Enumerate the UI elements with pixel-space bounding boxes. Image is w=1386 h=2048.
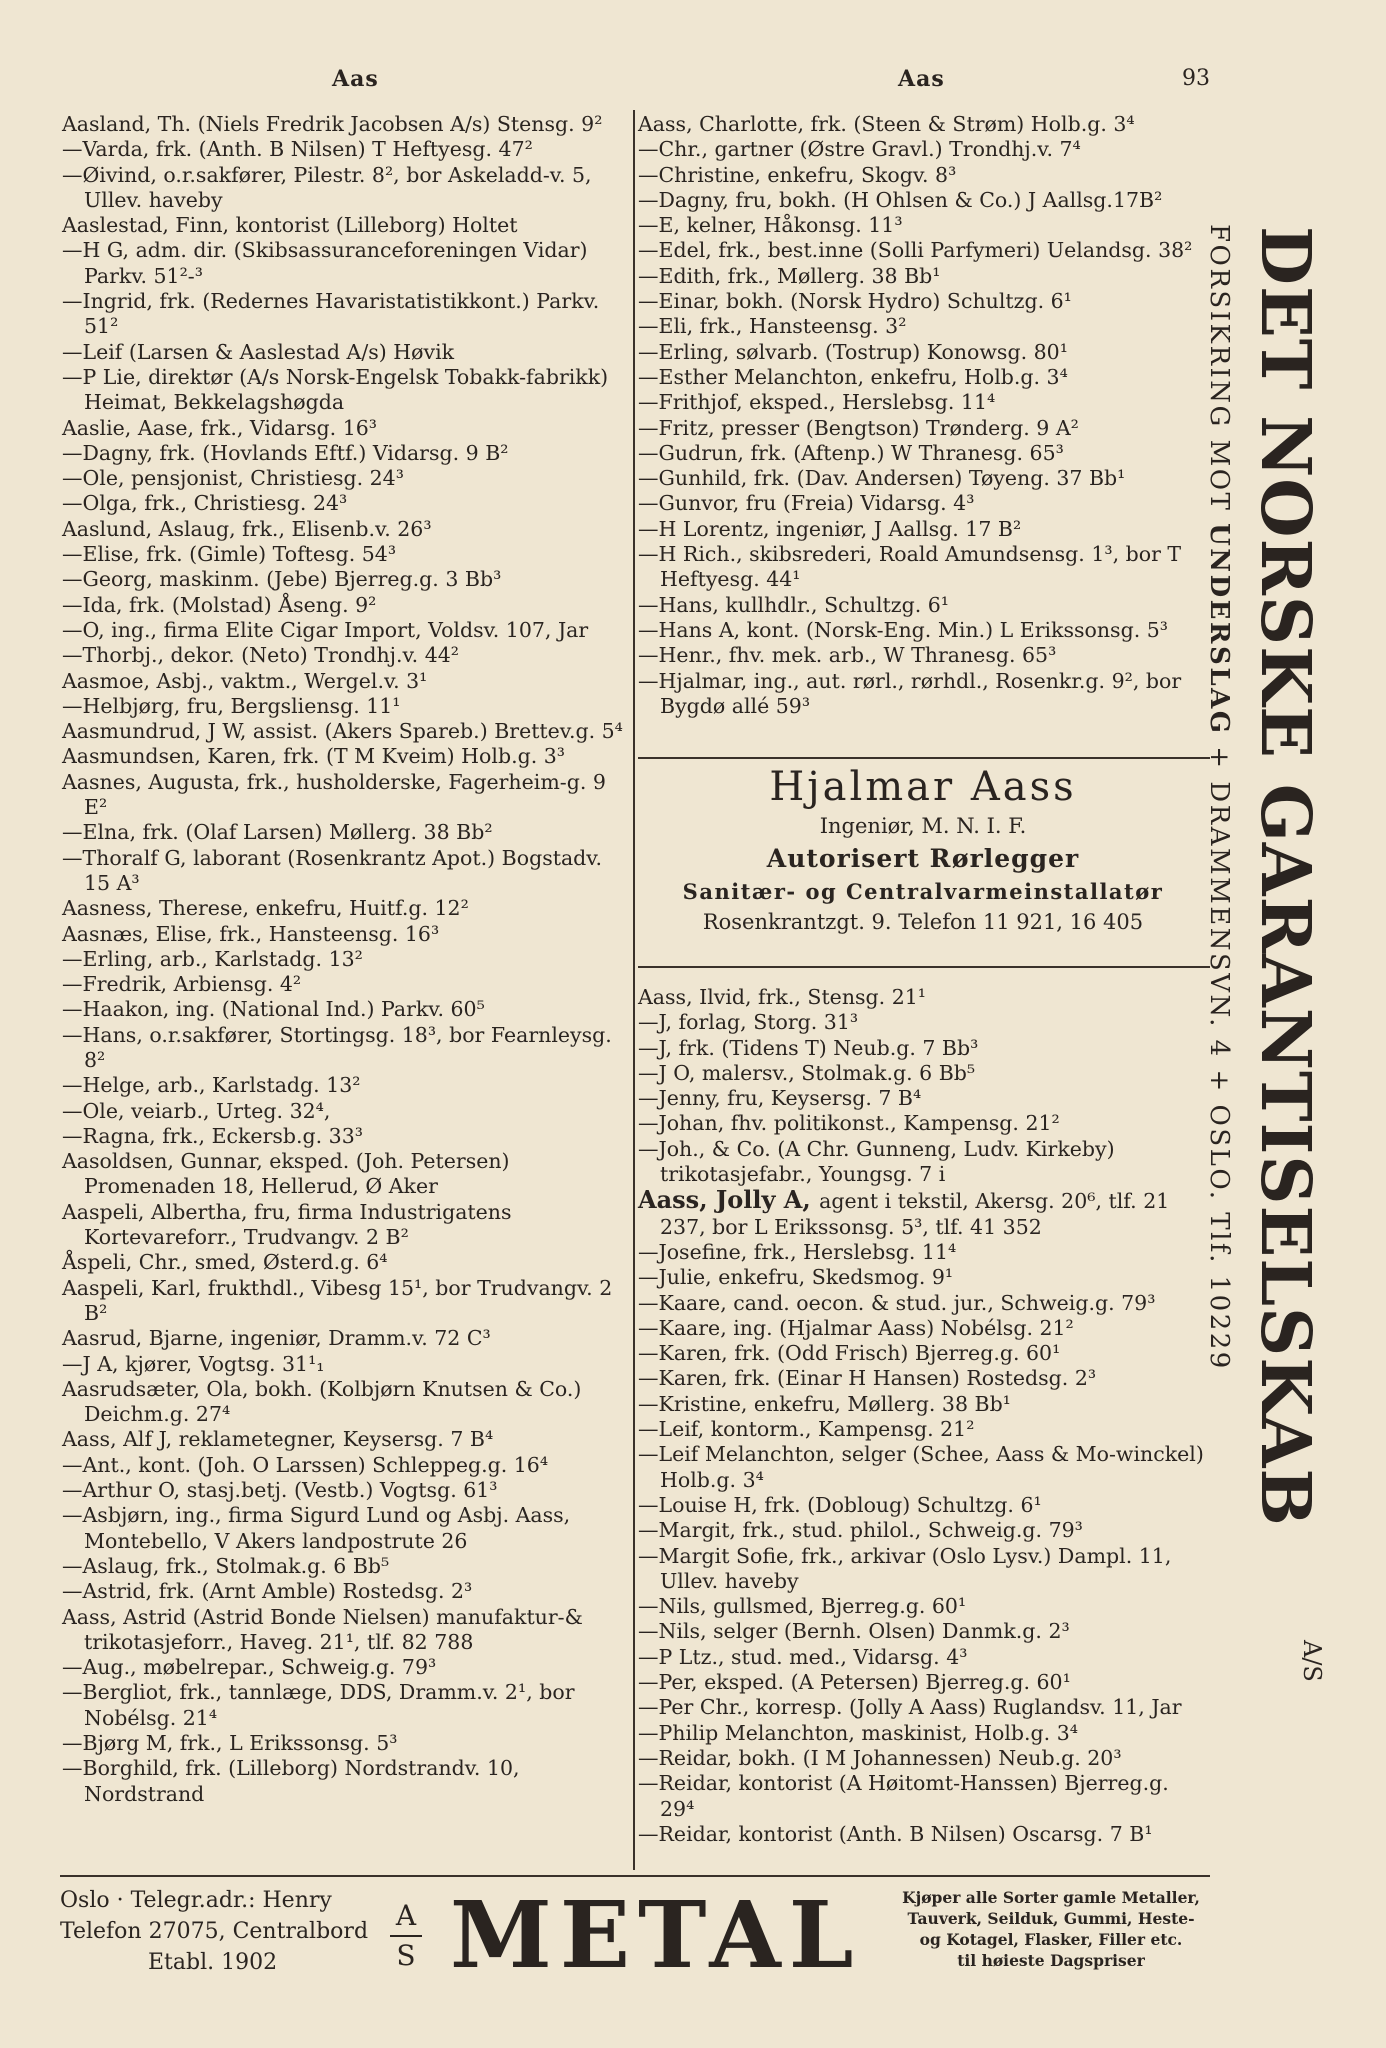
- banner-as: A/S: [1298, 1640, 1326, 1682]
- directory-entry: —Chr., gartner (Østre Gravl.) Trondhj.v. 7⁴: [638, 137, 1081, 162]
- directory-entry: —Gunhild, frk. (Dav. Andersen) Tøyeng. 37 Bb¹: [638, 466, 1126, 491]
- banner-tagline-prefix: FORSIKRING MOT: [1204, 224, 1234, 524]
- banner-company-name: DET NORSKE GARANTISELSKAB: [1245, 226, 1325, 1527]
- directory-entry: Aasness, Therese, enkefru, Huitf.g. 12²: [62, 896, 469, 921]
- banner-tagline-bold: UNDERSLAG: [1204, 523, 1234, 736]
- directory-entry: Aasnæs, Elise, frk., Hansteensg. 16³: [62, 921, 440, 946]
- right-column-top: [638, 112, 1208, 719]
- metal-contact-line3: Etabl. 1902: [148, 1950, 278, 1975]
- directory-entry: —Hans, o.r.sakfører, Stortingsg. 18³, bor Fearnleysg. 8²: [62, 1022, 612, 1072]
- directory-entry: —Asbjørn, ing., firma Sigurd Lund og Asbj. Aass, Montebello, V Akers landpostrute 26: [62, 1503, 571, 1553]
- directory-entry: —Hjalmar, ing., aut. rørl., rørhdl., Rosenkr.g. 9², bor Bygdø allé 59³: [638, 668, 1182, 718]
- directory-entry: —J, frk. (Tidens T) Neub.g. 7 Bb³: [638, 1035, 979, 1060]
- directory-entry: —Edith, frk., Møllerg. 38 Bb¹: [638, 263, 941, 288]
- banner-tagline-suffix: + DRAMMENSVN. 4 + OSLO. Tlf. 10229: [1204, 735, 1234, 1371]
- metal-contact-line1: Oslo · Telegr.adr.: Henry: [60, 1888, 332, 1913]
- metal-as-mark: [390, 1897, 422, 1975]
- metal-contact: [60, 1885, 368, 1978]
- directory-entry: —Frithjof, eksped., Herslebsg. 11⁴: [638, 390, 996, 415]
- directory-entry: —Philip Melanchton, maskinist, Holb.g. 3⁴: [638, 1720, 1078, 1745]
- column-divider: [633, 110, 635, 1870]
- directory-entry: Aaspeli, Albertha, fru, firma Industrigatens Kortevareforr., Trudvangv. 2 B²: [62, 1199, 512, 1250]
- directory-entry: —Esther Melanchton, enkefru, Holb.g. 3⁴: [638, 364, 1068, 389]
- directory-entry: —Ragna, frk., Eckersb.g. 33³: [62, 1123, 363, 1148]
- ad-services: Sanitær- og Centralvarmeinstallatør: [682, 879, 1164, 904]
- ad-bottom-rule: [638, 966, 1210, 968]
- directory-entry: Aasoldsen, Gunnar, eksped. (Joh. Petersen) Promenaden 18, Hellerud, Ø Aker: [62, 1149, 510, 1199]
- directory-entry: —Margit Sofie, frk., arkivar (Oslo Lysv.) Dampl. 11, Ullev. haveby: [638, 1543, 1172, 1593]
- directory-entry: —Hans A, kont. (Norsk-Eng. Min.) L Erikssonsg. 5³: [638, 617, 1168, 642]
- directory-entry: Aass, Astrid (Astrid Bonde Nielsen) manufaktur-& trikotasjeforr., Haveg. 21¹, tlf. 82 788: [62, 1604, 583, 1654]
- directory-entry: —Per, eksped. (A Petersen) Bjerreg.g. 60¹: [638, 1670, 1071, 1695]
- directory-entry: —Margit, frk., stud. philol., Schweig.g. 79³: [638, 1518, 1083, 1543]
- directory-entry: Aasmundrud, J W, assist. (Akers Spareb.) Brettev.g. 5⁴: [62, 719, 623, 744]
- directory-entry: Åspeli, Chr., smed, Østerd.g. 6⁴: [62, 1250, 388, 1275]
- metal-services: [886, 1887, 1216, 1971]
- entry-detail: agent i tekstil, Akersg. 20⁶, tlf. 21 237, bor L Erikssonsg. 5³, tlf. 41 352: [660, 1189, 1170, 1239]
- directory-entry: —J A, kjører, Vogtsg. 31¹₁: [62, 1351, 325, 1376]
- directory-entry: Aass, Ilvid, frk., Stensg. 21¹: [638, 985, 927, 1009]
- directory-entry: —Julie, enkefru, Skedsmog. 9¹: [638, 1265, 954, 1290]
- directory-entry: Aass, Charlotte, frk. (Steen & Strøm) Holb.g. 3⁴: [638, 112, 1135, 136]
- directory-entry: —Haakon, ing. (National Ind.) Parkv. 60⁵: [62, 997, 485, 1022]
- directory-entry: —Ant., kont. (Joh. O Larssen) Schleppeg.g. 16⁴: [62, 1452, 549, 1477]
- directory-entry: —Aslaug, frk., Stolmak.g. 6 Bb⁵: [62, 1553, 390, 1578]
- directory-entry: —Reidar, kontorist (A Høitomt-Hanssen) Bjerreg.g. 29⁴: [638, 1771, 1169, 1821]
- directory-entry: —Karen, frk. (Einar H Hansen) Rostedsg. 2³: [638, 1366, 1097, 1391]
- directory-entry: —Aug., møbelrepar., Schweig.g. 79³: [62, 1655, 437, 1680]
- directory-entry: —Nils, gullsmed, Bjerreg.g. 60¹: [638, 1594, 967, 1619]
- directory-entry: Aasland, Th. (Niels Fredrik Jacobsen A/s) Stensg. 9²: [62, 112, 603, 136]
- directory-entry: —Erling, sølvarb. (Tostrup) Konowsg. 80¹: [638, 339, 1068, 364]
- directory-entry: —Reidar, kontorist (Anth. B Nilsen) Oscarsg. 7 B¹: [638, 1821, 1153, 1846]
- directory-entry: —Fritz, presser (Bengtson) Trønderg. 9 A²: [638, 415, 1079, 440]
- directory-entry: —Eli, frk., Hansteensg. 3²: [638, 314, 907, 339]
- directory-entry: —Leif Melanchton, selger (Schee, Aass & Mo-winckel) Holb.g. 3⁴: [638, 1442, 1204, 1492]
- directory-entry: Aasmundsen, Karen, frk. (T M Kveim) Holb.g. 3³: [62, 744, 566, 769]
- directory-entry: —Georg, maskinm. (Jebe) Bjerreg.g. 3 Bb³: [62, 567, 502, 592]
- metal-wordmark: METAL: [450, 1881, 862, 1989]
- directory-entry: —Helge, arb., Karlstadg. 13²: [62, 1073, 361, 1098]
- metal-services-line4: til høieste Dagspriser: [957, 1951, 1145, 1970]
- directory-entry: —Karen, frk. (Odd Frisch) Bjerreg.g. 60¹: [638, 1341, 1061, 1366]
- directory-entry: —Henr., fhv. mek. arb., W Thranesg. 65³: [638, 643, 1057, 668]
- directory-entry: Aass, Alf J, reklametegner, Keysersg. 7 B⁴: [62, 1427, 494, 1452]
- running-head-center: Aas: [898, 66, 945, 92]
- directory-entry: —Borghild, frk. (Lilleborg) Nordstrandv. 10, Nordstrand: [62, 1756, 520, 1806]
- directory-entry: —Josefine, frk., Herslebsg. 11⁴: [638, 1239, 957, 1264]
- hjalmar-aass-advert: [638, 760, 1208, 964]
- directory-entry: —J O, malersv., Stolmak.g. 6 Bb⁵: [638, 1060, 976, 1085]
- metal-services-line1: Kjøper alle Sorter gamle Metaller,: [902, 1888, 1200, 1907]
- directory-entry: —Einar, bokh. (Norsk Hydro) Schultzg. 6¹: [638, 289, 1072, 314]
- directory-entry: —Gunvor, fru (Freia) Vidarsg. 4³: [638, 491, 975, 516]
- directory-entry: —Thorbj., dekor. (Neto) Trondhj.v. 44²: [62, 643, 460, 668]
- metal-as-top: A: [395, 1899, 417, 1932]
- directory-entry: —Øivind, o.r.sakfører, Pilestr. 8², bor Askeladd-v. 5, Ullev. haveby: [62, 162, 592, 212]
- directory-entry: Aasmoe, Asbj., vaktm., Wergel.v. 3¹: [62, 668, 428, 693]
- directory-entry: —Johan, fhv. politikonst., Kampensg. 21²: [638, 1111, 1060, 1136]
- directory-entry: —Kaare, cand. oecon. & stud. jur., Schweig.g. 79³: [638, 1290, 1156, 1315]
- directory-entry: —Elise, frk. (Gimle) Toftesg. 54³: [62, 542, 397, 567]
- left-column: [62, 112, 630, 1807]
- metal-as-bottom: S: [396, 1939, 416, 1972]
- directory-entry: —E, kelner, Håkonsg. 11³: [638, 213, 903, 238]
- directory-entry: —P Lie, direktør (A/s Norsk-Engelsk Tobakk-fabrikk) Heimat, Bekkelagshøgda: [62, 364, 609, 415]
- directory-entry: —Louise H, frk. (Dobloug) Schultzg. 6¹: [638, 1492, 1042, 1517]
- directory-entry: —Bergliot, frk., tannlæge, DDS, Dramm.v. 2¹, bor Nobélsg. 21⁴: [62, 1680, 575, 1730]
- ad-address: Rosenkrantzgt. 9. Telefon 11 921, 16 405: [702, 910, 1144, 934]
- footer-rule: [60, 1875, 1210, 1877]
- directory-entry: —Varda, frk. (Anth. B Nilsen) T Heftyesg. 47²: [62, 137, 533, 162]
- ad-trade: Autorisert Rørlegger: [766, 844, 1080, 873]
- directory-entry: —Ingrid, frk. (Redernes Havaristatistikkont.) Parkv. 51²: [62, 289, 600, 339]
- directory-entry: —Gudrun, frk. (Aftenp.) W Thranesg. 65³: [638, 440, 1064, 465]
- directory-entry: —Arthur O, stasj.betj. (Vestb.) Vogtsg. 61³: [62, 1478, 498, 1503]
- directory-entry: [638, 1187, 1208, 1240]
- directory-entry: Aaslund, Aslaug, frk., Elisenb.v. 26³: [62, 516, 432, 541]
- directory-entry: Aasnes, Augusta, frk., husholderske, Fagerheim-g. 9 E²: [62, 769, 606, 820]
- directory-entry: Aaslie, Aase, frk., Vidarsg. 16³: [62, 415, 378, 440]
- directory-entry: —Elna, frk. (Olaf Larsen) Møllerg. 38 Bb²: [62, 820, 493, 845]
- directory-entry: —Leif, kontorm., Kampensg. 21²: [638, 1417, 975, 1442]
- directory-entry: —H G, adm. dir. (Skibsassuranceforeningen Vidar) Parkv. 51²-³: [62, 238, 588, 288]
- directory-entry: —Ole, veiarb., Urteg. 32⁴,: [62, 1098, 331, 1123]
- directory-entry: —P Ltz., stud. med., Vidarsg. 4³: [638, 1644, 968, 1669]
- directory-entry: —Reidar, bokh. (I M Johannessen) Neub.g. 20³: [638, 1745, 1122, 1770]
- directory-entry: —Kristine, enkefru, Møllerg. 38 Bb¹: [638, 1391, 1011, 1416]
- directory-entry: —Joh., & Co. (A Chr. Gunneng, Ludv. Kirkeby) trikotasjefabr., Youngsg. 7 i: [638, 1136, 1115, 1187]
- directory-entry: —H Rich., skibsrederi, Roald Amundsensg. 1³, bor T Heftyesg. 44¹: [638, 542, 1182, 592]
- directory-entry: —J, forlag, Storg. 31³: [638, 1010, 859, 1035]
- directory-entry: —Per Chr., korresp. (Jolly A Aass) Ruglandsv. 11, Jar: [638, 1695, 1182, 1720]
- directory-entry: —Helbjørg, fru, Bergsliensg. 11¹: [62, 693, 401, 718]
- directory-entry: —Ole, pensjonist, Christiesg. 24³: [62, 466, 404, 491]
- directory-entry: —Ida, frk. (Molstad) Åseng. 9²: [62, 592, 377, 617]
- directory-entry: —Kaare, ing. (Hjalmar Aass) Nobélsg. 21²: [638, 1315, 1074, 1340]
- directory-entry: —Jenny, fru, Keysersg. 7 B⁴: [638, 1086, 922, 1111]
- directory-entry: —Astrid, frk. (Arnt Amble) Rostedsg. 2³: [62, 1579, 473, 1604]
- page-number: 93: [1182, 66, 1210, 91]
- directory-entry: —Bjørg M, frk., L Erikssonsg. 5³: [62, 1731, 398, 1755]
- directory-entry: Aaspeli, Karl, frukthdl., Vibesg 15¹, bor Trudvangv. 2 B²: [62, 1275, 613, 1325]
- metal-contact-line2: Telefon 27075, Centralbord: [60, 1919, 369, 1944]
- directory-entry: —H Lorentz, ingeniør, J Aallsg. 17 B²: [638, 516, 1022, 541]
- directory-entry: —O, ing., firma Elite Cigar Import, Voldsv. 107, Jar: [62, 617, 589, 642]
- metal-advert: [60, 1881, 1210, 1995]
- directory-entry: Aasrudsæter, Ola, bokh. (Kolbjørn Knutsen & Co.) Deichm.g. 27⁴: [62, 1376, 582, 1427]
- directory-entry: Aaslestad, Finn, kontorist (Lilleborg) Holtet: [62, 213, 518, 238]
- directory-entry: —Olga, frk., Christiesg. 24³: [62, 491, 348, 516]
- banner-tagline: [1204, 224, 1234, 1371]
- directory-entry: —Dagny, fru, bokh. (H Ohlsen & Co.) J Aallsg.17B²: [638, 187, 1163, 212]
- metal-services-line3: og Kotagel, Flasker, Filler etc.: [919, 1930, 1183, 1949]
- directory-entry: —Hans, kullhdlr., Schultzg. 6¹: [638, 592, 950, 617]
- directory-entry: —Fredrik, Arbiensg. 4²: [62, 972, 302, 997]
- directory-entry: —Leif (Larsen & Aaslestad A/s) Høvik: [62, 339, 455, 364]
- directory-entry: —Edel, frk., best.inne (Solli Parfymeri) Uelandsg. 38²: [638, 238, 1193, 263]
- directory-entry: —Erling, arb., Karlstadg. 13²: [62, 946, 363, 971]
- directory-entry: Aasrud, Bjarne, ingeniør, Dramm.v. 72 C³: [62, 1326, 491, 1351]
- entry-highlight-name: Aass, Jolly A,: [638, 1185, 820, 1215]
- directory-entry: —Thoralf G, laborant (Rosenkrantz Apot.) Bogstadv. 15 A³: [62, 845, 602, 895]
- directory-entry: —Nils, selger (Bernh. Olsen) Danmk.g. 2³: [638, 1619, 1070, 1644]
- directory-entry: —Dagny, frk. (Hovlands Eftf.) Vidarsg. 9 B²: [62, 440, 509, 465]
- ad-title: Ingeniør, M. N. I. F.: [819, 814, 1027, 838]
- directory-entry: —Christine, enkefru, Skogv. 8³: [638, 162, 957, 187]
- right-column-bottom: [638, 985, 1208, 1847]
- ad-top-rule: [638, 757, 1210, 759]
- ad-name: Hjalmar Aass: [769, 764, 1077, 810]
- running-head-left: Aas: [332, 66, 379, 92]
- metal-services-line2: Tauverk, Seilduk, Gummi, Heste-: [907, 1909, 1195, 1928]
